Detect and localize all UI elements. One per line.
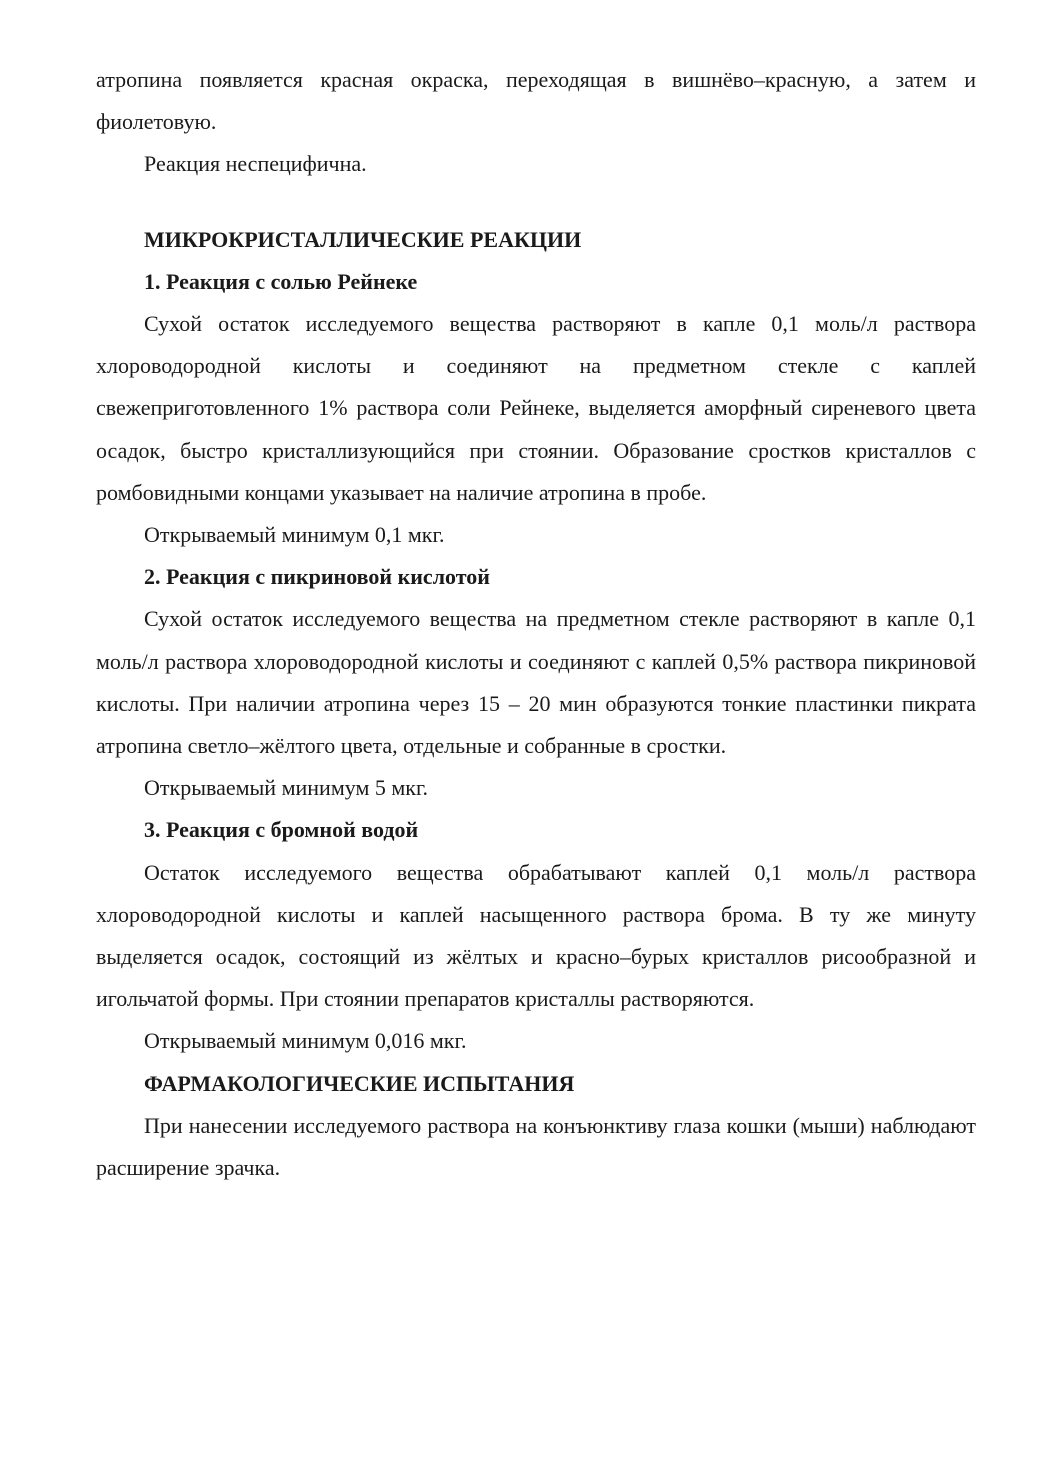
reaction-3-minimum: Открываемый минимум 0,016 мкг. xyxy=(144,1028,467,1054)
reaction-3-title: 3. Реакция с бромной водой xyxy=(144,817,419,843)
reaction-1-title: 1. Реакция с солью Рейнеке xyxy=(144,268,418,294)
intro-note-paragraph: Реакция неспецифична. xyxy=(144,151,367,177)
intro-continuation-paragraph: атропина появляется красная окраска, переходящая в вишнёво–красную, а затем и фиолетовую. xyxy=(96,67,976,135)
reaction-2-minimum: Открываемый минимум 5 мкг. xyxy=(144,775,429,801)
section-spacer xyxy=(96,186,976,219)
reaction-1-minimum: Открываемый минимум 0,1 мкг. xyxy=(144,522,445,548)
reaction-2-title: 2. Реакция с пикриновой кислотой xyxy=(144,564,490,590)
microcrystal-section-heading: МИКРОКРИСТАЛЛИЧЕСКИЕ РЕАКЦИИ xyxy=(144,226,582,252)
document-page xyxy=(96,59,976,1189)
reaction-1-body: Сухой остаток исследуемого вещества растворяют в капле 0,1 моль/л раствора хлороводородной кислоты и соединяют на предметном стекле с каплей свежеприготовленного 1% раствора соли Рейнеке, выделяется аморфный сиреневого цвета осадок, быстро кристаллизующийся при стоянии. Образование сростков кристаллов с ромбовидными концами указывает на наличие атропина в пробе. xyxy=(96,311,976,505)
reaction-2-body: Сухой остаток исследуемого вещества на предметном стекле растворяют в капле 0,1 моль/л раствора хлороводородной кислоты и соединяют с каплей 0,5% раствора пикриновой кислоты. При наличии атропина через 15 – 20 мин образуются тонкие пластинки пикрата атропина светло–жёлтого цвета, отдельные и собранные в сростки. xyxy=(96,606,976,759)
reaction-3-body: Остаток исследуемого вещества обрабатывают каплей 0,1 моль/л раствора хлороводородной кислоты и каплей насыщенного раствора брома. В ту же минуту выделяется осадок, состоящий из жёлтых и красно–бурых кристаллов рисообразной и игольчатой формы. При стоянии препаратов кристаллы растворяются. xyxy=(96,859,976,1012)
pharmacology-section-heading: ФАРМАКОЛОГИЧЕСКИЕ ИСПЫТАНИЯ xyxy=(144,1070,575,1096)
pharmacology-body: При нанесении исследуемого раствора на конъюнктиву глаза кошки (мыши) наблюдают расширение зрачка. xyxy=(96,1112,976,1181)
